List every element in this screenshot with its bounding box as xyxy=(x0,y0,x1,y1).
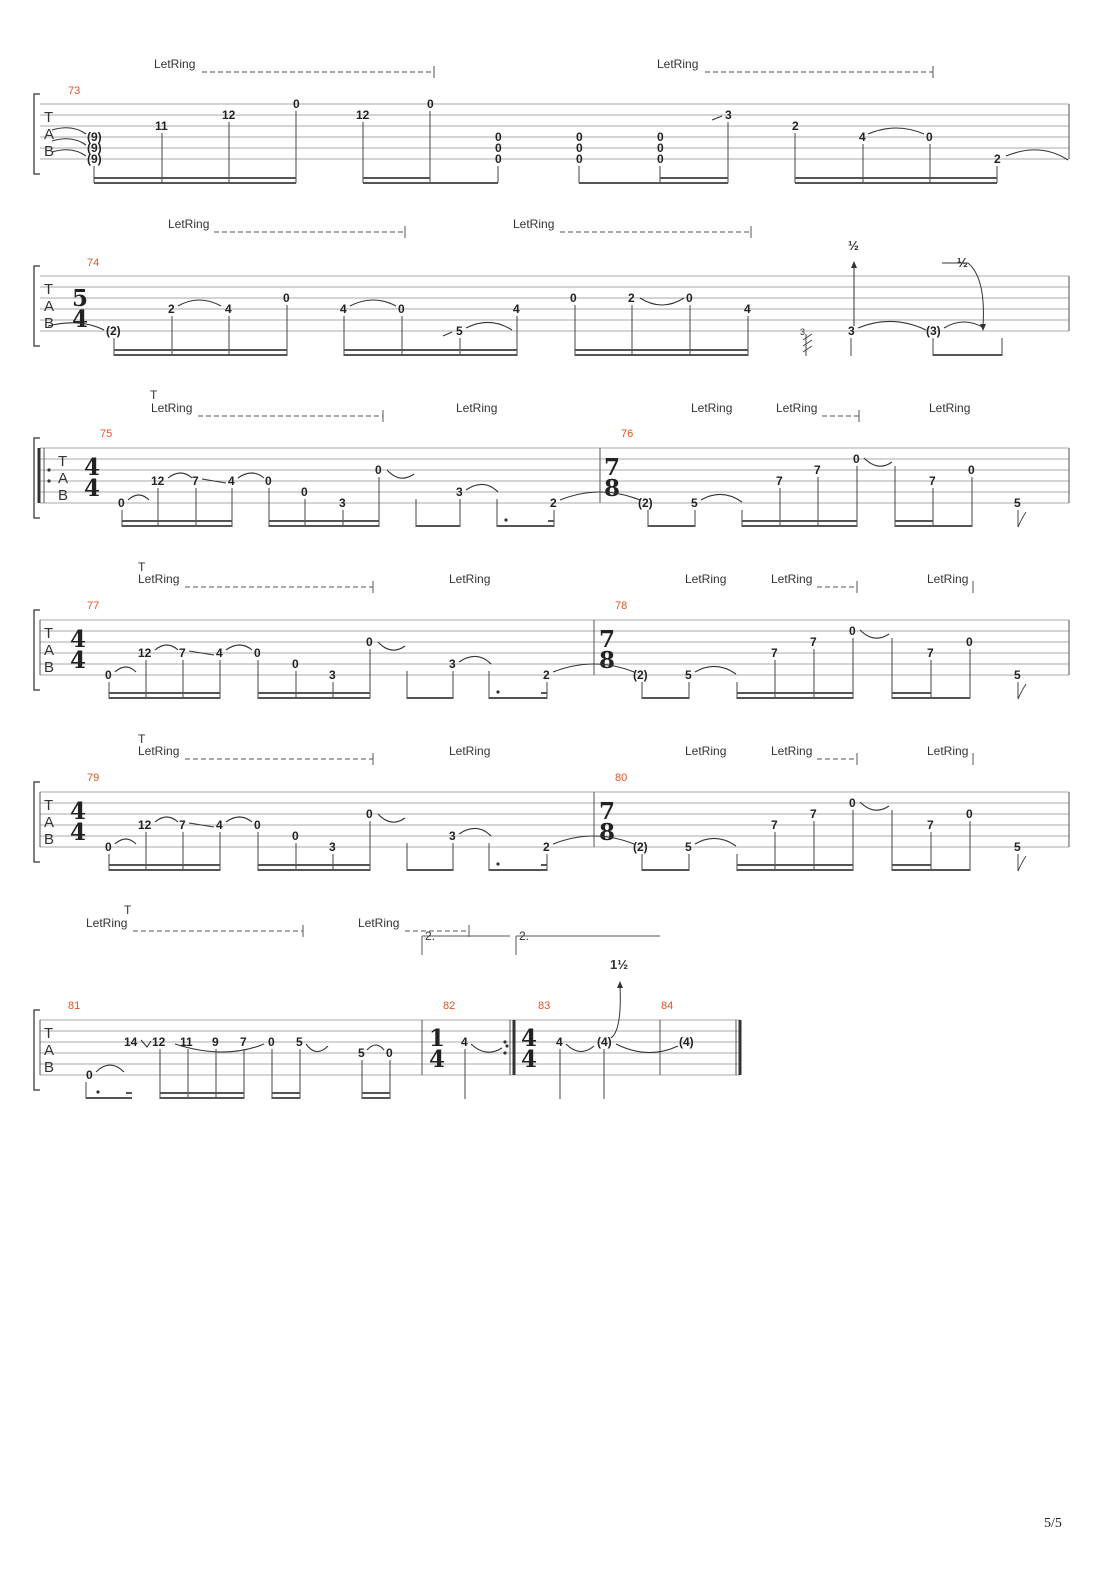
fret-number: 5 xyxy=(296,1035,303,1049)
fret-number: 7 xyxy=(929,474,936,488)
fret-number: 12 xyxy=(152,1035,166,1049)
fret-number: 3 xyxy=(449,829,456,843)
let-ring-label: LetRing xyxy=(691,401,733,415)
fret-number: 11 xyxy=(180,1035,193,1049)
fret-number: 0 xyxy=(849,624,856,638)
time-sig-bottom: 4 xyxy=(70,819,87,846)
fret-number: 0 xyxy=(118,496,125,510)
fret-number: 7 xyxy=(927,646,934,660)
fret-number: (9) xyxy=(87,130,102,144)
time-sig-top: 4 xyxy=(70,798,87,825)
volta-label: 2. xyxy=(425,929,436,943)
staff-lines xyxy=(40,104,1069,159)
fret-number: 0 xyxy=(576,152,583,166)
fret-number: 3 xyxy=(329,668,336,682)
tap-mark: T xyxy=(124,903,132,917)
let-ring-label: LetRing xyxy=(151,401,193,415)
fret-number: 0 xyxy=(292,657,299,671)
fret-number: 5 xyxy=(1014,496,1021,510)
fret-number: 3 xyxy=(339,496,346,510)
fret-number: 0 xyxy=(926,130,933,144)
let-ring-label: LetRing xyxy=(168,217,210,231)
tab-clef-t: T xyxy=(44,797,54,814)
measure-number: 76 xyxy=(621,428,634,440)
fret-number: 2 xyxy=(543,840,550,854)
let-ring-label: LetRing xyxy=(138,572,180,586)
time-sig-top: 5 xyxy=(72,285,89,312)
fret-number: 0 xyxy=(366,635,373,649)
tap-mark: T xyxy=(138,732,146,746)
system-4 xyxy=(34,560,1069,699)
beams xyxy=(109,862,970,870)
fret-number: 4 xyxy=(216,646,223,660)
system-bracket xyxy=(34,94,40,174)
let-ring-label: LetRing xyxy=(929,401,971,415)
fret-number: 0 xyxy=(386,1046,393,1060)
time-sig-bottom: 8 xyxy=(604,475,621,502)
fret-number: 7 xyxy=(810,635,817,649)
fret-number: 0 xyxy=(495,152,502,166)
staff-lines xyxy=(40,792,1069,847)
staff-lines xyxy=(40,276,1069,331)
tab-clef-t: T xyxy=(44,1025,54,1042)
tab-clef-a: A xyxy=(44,126,55,143)
fret-number: 7 xyxy=(927,818,934,832)
fret-number: 9 xyxy=(212,1035,219,1049)
fret-number: 0 xyxy=(966,635,973,649)
measure-number: 78 xyxy=(615,600,628,612)
fret-number: 0 xyxy=(375,463,382,477)
fret-number: 0 xyxy=(849,796,856,810)
measure-number: 73 xyxy=(68,85,81,97)
fret-number: 11 xyxy=(155,119,168,133)
let-ring-label: LetRing xyxy=(86,916,128,930)
fret-number: 5 xyxy=(685,668,692,682)
fret-number: 2 xyxy=(550,496,557,510)
fret-number: 4 xyxy=(513,302,520,316)
fret-number: 12 xyxy=(222,108,236,122)
tab-clef-a: A xyxy=(44,814,55,831)
fret-number: 5 xyxy=(358,1046,365,1060)
fret-number: (2) xyxy=(638,496,653,510)
beams xyxy=(114,350,1002,355)
fret-number: 5 xyxy=(456,324,463,338)
fret-number: 0 xyxy=(853,452,860,466)
fret-number: 4 xyxy=(228,474,235,488)
tab-clef-a: A xyxy=(44,642,55,659)
fret-number: 0 xyxy=(293,97,300,111)
fret-number: 12 xyxy=(151,474,165,488)
fret-number: 4 xyxy=(216,818,223,832)
release-arrow-icon xyxy=(980,324,986,331)
measure-number: 80 xyxy=(615,772,628,784)
time-sig-bottom: 4 xyxy=(521,1046,538,1073)
fret-number: 5 xyxy=(1014,840,1021,854)
fret-number: 4 xyxy=(859,130,866,144)
let-ring-label: LetRing xyxy=(513,217,555,231)
bend-amount: ½ xyxy=(848,238,859,253)
time-sig-top: 4 xyxy=(84,454,101,481)
fret-number: 4 xyxy=(225,302,232,316)
fret-number: (9) xyxy=(87,152,102,166)
bend-arrow-icon xyxy=(851,261,857,268)
tab-clef-t: T xyxy=(44,109,54,126)
fret-number: 0 xyxy=(265,474,272,488)
let-ring-label: LetRing xyxy=(358,916,400,930)
tab-clef-b: B xyxy=(44,143,55,160)
system-1 xyxy=(34,57,1069,183)
let-ring-label: LetRing xyxy=(154,57,196,71)
fret-number: 12 xyxy=(138,818,152,832)
fret-number: 5 xyxy=(1014,668,1021,682)
bend-amount: 1½ xyxy=(610,957,629,972)
bend-arrow-icon xyxy=(617,981,623,988)
tab-clef-a: A xyxy=(44,1042,55,1059)
fret-number: 0 xyxy=(657,130,664,144)
let-ring-label: LetRing xyxy=(927,744,969,758)
fret-number: 0 xyxy=(86,1068,93,1082)
let-ring-label: LetRing xyxy=(685,744,727,758)
let-ring-label: LetRing xyxy=(449,572,491,586)
let-ring-label: LetRing xyxy=(685,572,727,586)
fret-number: 7 xyxy=(771,646,778,660)
tab-clef-b: B xyxy=(44,659,55,676)
fret-number: 7 xyxy=(810,807,817,821)
measure-number: 84 xyxy=(661,1000,674,1012)
fret-number: 0 xyxy=(495,141,502,155)
staff-lines xyxy=(40,620,1069,675)
fret-number: 3 xyxy=(449,657,456,671)
fret-number: 7 xyxy=(776,474,783,488)
fret-number: 12 xyxy=(138,646,152,660)
fret-number: 7 xyxy=(179,646,186,660)
fret-number: 2 xyxy=(628,291,635,305)
fret-number: 5 xyxy=(685,840,692,854)
fret-number: (2) xyxy=(633,668,648,682)
measure-number: 83 xyxy=(538,1000,551,1012)
fret-number: (9) xyxy=(87,141,102,155)
fret-number: 0 xyxy=(292,829,299,843)
fret-number: 0 xyxy=(576,130,583,144)
time-sig-bottom: 4 xyxy=(429,1046,446,1073)
let-ring-label: LetRing xyxy=(138,744,180,758)
fret-number: 0 xyxy=(570,291,577,305)
time-sig-bottom: 4 xyxy=(84,475,101,502)
tab-clef-t: T xyxy=(44,281,54,298)
fret-number: 3 xyxy=(329,840,336,854)
let-ring-label: LetRing xyxy=(776,401,818,415)
fret-number: 7 xyxy=(192,474,199,488)
fret-number: 14 xyxy=(124,1035,138,1049)
tab-clef-a: A xyxy=(44,298,55,315)
tab-clef-b: B xyxy=(44,315,55,332)
time-sig-bottom: 4 xyxy=(72,306,89,333)
bend-amount: ½ xyxy=(957,255,968,270)
fret-number: 5 xyxy=(691,496,698,510)
fret-number: 0 xyxy=(398,302,405,316)
time-sig-top: 1 xyxy=(429,1025,446,1052)
tab-clef-b: B xyxy=(58,487,69,504)
stems xyxy=(109,810,1026,871)
measure-number: 75 xyxy=(100,428,113,440)
fret-number: 0 xyxy=(576,141,583,155)
system-6 xyxy=(34,903,740,1099)
fret-number: 4 xyxy=(556,1035,563,1049)
fret-number: 7 xyxy=(814,463,821,477)
fret-number: (4) xyxy=(679,1035,694,1049)
measure-number: 79 xyxy=(87,772,100,784)
tap-mark: T xyxy=(150,388,158,402)
tab-clef-t: T xyxy=(44,625,54,642)
fret-number: 0 xyxy=(283,291,290,305)
fret-number: 3 xyxy=(848,324,855,338)
fret-number: 2 xyxy=(994,152,1001,166)
fret-number: 0 xyxy=(495,130,502,144)
fret-number: 0 xyxy=(105,840,112,854)
let-ring-label: LetRing xyxy=(456,401,498,415)
tap-mark: T xyxy=(138,560,146,574)
fret-number: 0 xyxy=(301,485,308,499)
fret-number: 0 xyxy=(366,807,373,821)
time-sig-bottom: 8 xyxy=(599,647,616,674)
fret-number: 7 xyxy=(179,818,186,832)
tremolo-icon xyxy=(803,334,812,356)
beams xyxy=(86,1090,390,1098)
time-sig-top: 4 xyxy=(70,626,87,653)
let-ring-label: LetRing xyxy=(449,744,491,758)
let-ring-label: LetRing xyxy=(657,57,699,71)
fret-number: 7 xyxy=(771,818,778,832)
fret-number: 2 xyxy=(792,119,799,133)
system-2 xyxy=(34,217,1069,356)
page-number: 5/5 xyxy=(1044,1516,1062,1531)
fret-number: 4 xyxy=(744,302,751,316)
volta-label: 2. xyxy=(519,929,530,943)
tab-clef-b: B xyxy=(44,1059,55,1076)
fret-number: 0 xyxy=(268,1035,275,1049)
system-5 xyxy=(34,732,1069,871)
let-ring-label: LetRing xyxy=(771,744,813,758)
fret-number: (4) xyxy=(597,1035,612,1049)
let-ring-label: LetRing xyxy=(771,572,813,586)
fret-number: 12 xyxy=(356,108,370,122)
time-sig-top: 7 xyxy=(599,626,616,653)
time-sig-top: 7 xyxy=(599,798,616,825)
measure-number: 81 xyxy=(68,1000,81,1012)
measure-number: 74 xyxy=(87,257,100,269)
fret-number: (2) xyxy=(633,840,648,854)
beams xyxy=(122,518,972,526)
time-sig-bottom: 4 xyxy=(70,647,87,674)
fret-number: 3 xyxy=(725,108,732,122)
fret-number: 0 xyxy=(427,97,434,111)
tab-clef-t: T xyxy=(58,453,68,470)
time-sig-top: 7 xyxy=(604,454,621,481)
grace-note: 3 xyxy=(800,327,806,337)
let-ring-label: LetRing xyxy=(927,572,969,586)
fret-number: 0 xyxy=(657,152,664,166)
fret-number: 0 xyxy=(254,646,261,660)
system-3 xyxy=(34,388,1069,527)
fret-number: 4 xyxy=(340,302,347,316)
beams xyxy=(109,690,970,698)
tab-clef-b: B xyxy=(44,831,55,848)
fret-number: 2 xyxy=(543,668,550,682)
fret-number: 0 xyxy=(966,807,973,821)
time-sig-top: 4 xyxy=(521,1025,538,1052)
fret-number: 2 xyxy=(168,302,175,316)
fret-number: 0 xyxy=(657,141,664,155)
fret-number: 0 xyxy=(105,668,112,682)
fret-number: 0 xyxy=(968,463,975,477)
stems xyxy=(109,638,1026,699)
fret-number: 7 xyxy=(240,1035,247,1049)
fret-number: 4 xyxy=(461,1035,468,1049)
time-sig-bottom: 8 xyxy=(599,819,616,846)
fret-number: 0 xyxy=(254,818,261,832)
fret-number: 0 xyxy=(686,291,693,305)
fret-number: (3) xyxy=(926,324,941,338)
stems xyxy=(122,466,1026,527)
measure-number: 82 xyxy=(443,1000,456,1012)
fret-number: (2) xyxy=(106,324,121,338)
measure-number: 77 xyxy=(87,600,100,612)
tab-clef-a: A xyxy=(58,470,69,487)
fret-number: 3 xyxy=(456,485,463,499)
